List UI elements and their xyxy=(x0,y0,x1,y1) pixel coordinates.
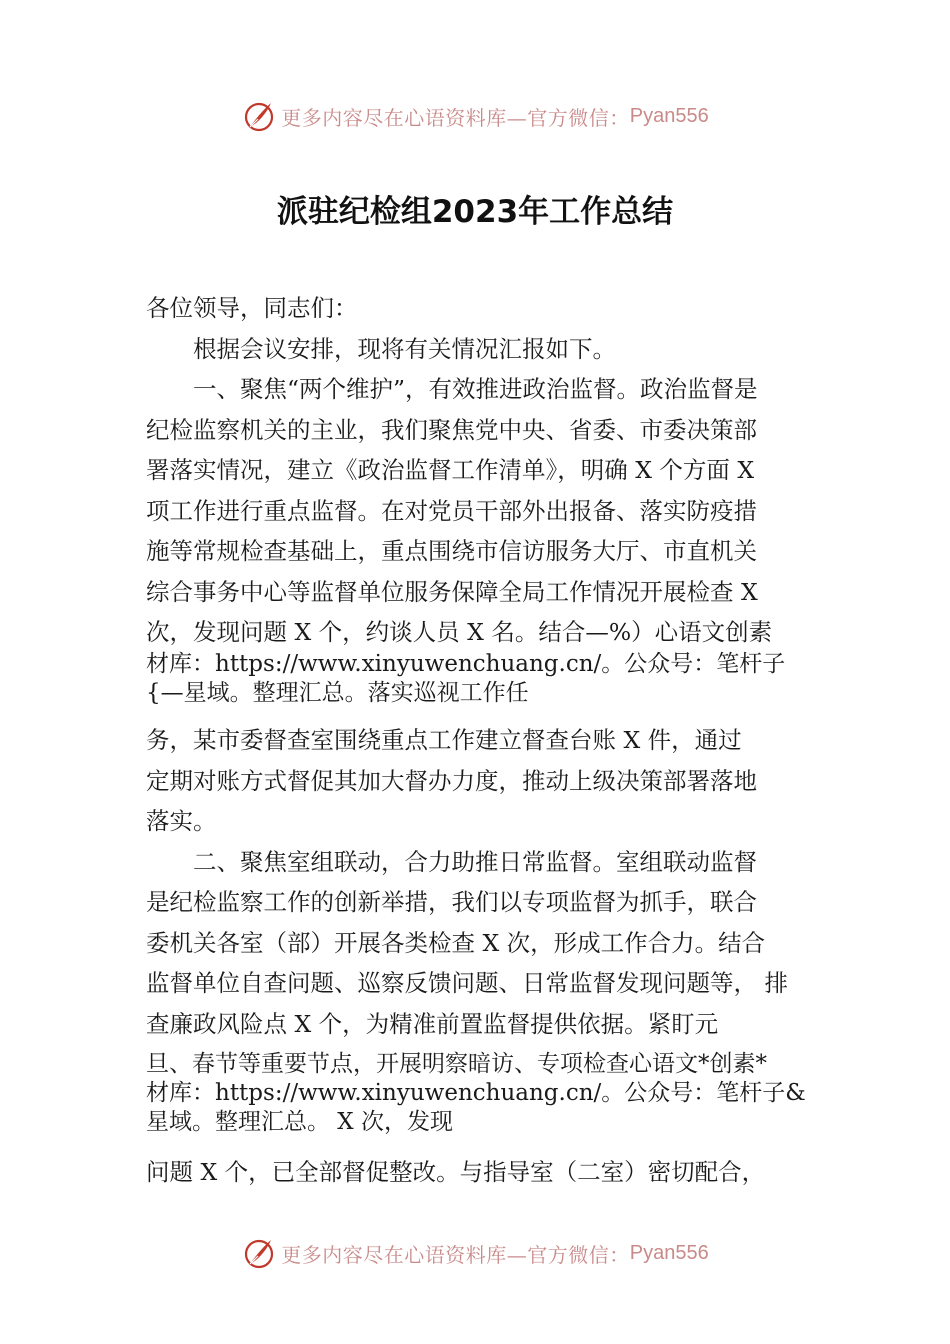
text-line: 纪检监察机关的主业，我们聚焦党中央、省委、市委决策部 xyxy=(146,415,757,444)
quill-logo-icon xyxy=(241,98,277,134)
text-line: 材库：https://www.xinyuwenchuang.cn/。公众号：笔杆子& xyxy=(146,1080,806,1106)
document-title: 派驻纪检组2023年工作总结 xyxy=(276,194,674,230)
watermark-text: 更多内容尽在心语资料库—官方微信： xyxy=(281,1242,630,1267)
text-line: 是纪检监察工作的创新举措，我们以专项监督为抓手，联合 xyxy=(146,888,757,916)
text-line: 查廉政风险点 X 个，为精准前置监督提供依据。紧盯元 xyxy=(146,1009,719,1038)
text-line: 各位领导，同志们： xyxy=(146,294,358,322)
body-block-4 xyxy=(146,1050,846,1137)
quill-logo-icon xyxy=(241,1235,277,1271)
text-line: 综合事务中心等监督单位服务保障全局工作情况开展检查 X xyxy=(146,577,758,606)
body-block-2 xyxy=(146,650,846,708)
text-line: 施等常规检查基础上，重点围绕市信访服务大厅、市直机关 xyxy=(146,537,757,565)
header-watermark xyxy=(0,96,950,136)
watermark-wechat-id: Pyan556 xyxy=(629,104,709,127)
watermark-text: 更多内容尽在心语资料库—官方微信： xyxy=(281,105,630,130)
text-line: 次，发现问题 X 个，约谈人员 X 名。结合—%）心语文创素 xyxy=(146,618,773,646)
text-line: 落实。 xyxy=(146,807,217,835)
text-line: 根据会议安排，现将有关情况汇报如下。 xyxy=(146,334,616,363)
text-line: 旦、春节等重要节点，开展明察暗访、专项检查心语文*创素* xyxy=(146,1051,767,1077)
footer-watermark xyxy=(0,1233,950,1273)
text-line: 星域。整理汇总。 X 次，发现 xyxy=(146,1109,453,1135)
text-line: 监督单位自查问题、巡察反馈问题、日常监督发现问题等， 排 xyxy=(146,969,788,997)
text-line: 署落实情况，建立《政治监督工作清单》，明确 X 个方面 X xyxy=(146,456,755,484)
text-line: 委机关各室（部）开展各类检查 X 次，形成工作合力。结合 xyxy=(146,928,766,957)
text-line: 材库：https://www.xinyuwenchuang.cn/。公众号：笔杆子 xyxy=(146,651,786,677)
text-line: 项工作进行重点监督。在对党员干部外出报备、落实防疫措 xyxy=(146,496,757,525)
text-line: 二、聚焦室组联动，合力助推日常监督。室组联动监督 xyxy=(146,847,757,876)
watermark-wechat-id: Pyan556 xyxy=(629,1241,709,1264)
body-block-5 xyxy=(146,1152,846,1193)
text-line: 一、聚焦“两个维护”，有效推进政治监督。政治监督是 xyxy=(146,375,758,403)
body-block-1 xyxy=(146,288,846,653)
text-line: 务，某市委督查室围绕重点工作建立督查台账 X 件，通过 xyxy=(146,726,742,754)
text-line: 问题 X 个，已全部督促整改。与指导室（二室）密切配合， xyxy=(146,1158,766,1186)
text-line: 定期对账方式督促其加大督办力度，推动上级决策部署落地 xyxy=(146,766,757,795)
body-block-3 xyxy=(146,720,846,1044)
text-line: {—星域。整理汇总。落实巡视工作任 xyxy=(146,680,529,706)
